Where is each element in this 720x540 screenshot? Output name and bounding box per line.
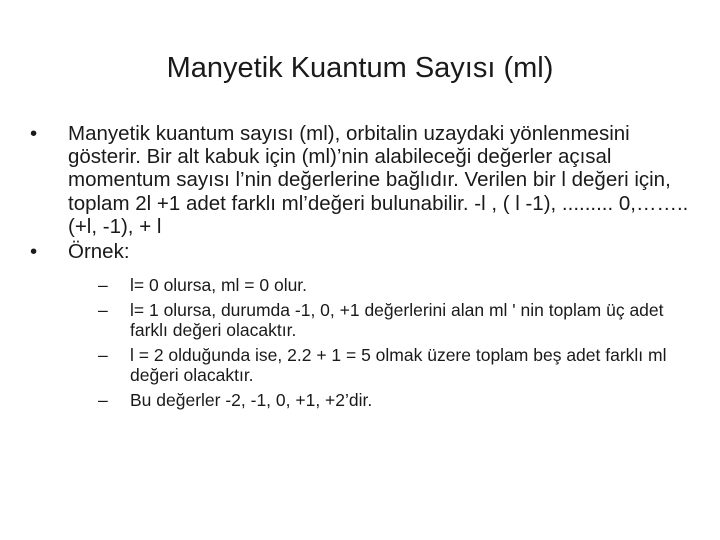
sub-bullet-text: l = 2 olduğunda ise, 2.2 + 1 = 5 olmak üzere toplam beş adet farklı ml değeri olacaktır. xyxy=(130,345,667,386)
sub-bullet xyxy=(30,345,690,385)
dash-icon: – xyxy=(98,390,108,411)
sub-bullet-text: l= 1 olursa, durumda -1, 0, +1 değerlerini alan ml ' nin toplam üç adet farklı değeri olacaktır. xyxy=(130,300,664,341)
bullet-point-definition xyxy=(30,122,690,238)
sub-bullet xyxy=(30,275,690,295)
bullet-icon: • xyxy=(30,122,38,145)
dash-icon: – xyxy=(98,345,108,366)
sub-bullet-text: l= 0 olursa, ml = 0 olur. xyxy=(130,275,308,296)
sub-bullet-text: Bu değerler -2, -1, 0, +1, +2’dir. xyxy=(130,390,373,411)
slide-content xyxy=(30,122,690,415)
slide-title: Manyetik Kuantum Sayısı (ml) xyxy=(166,52,554,84)
dash-icon: – xyxy=(98,300,108,321)
bullet-icon: • xyxy=(30,240,38,264)
bullet-point-example xyxy=(30,240,690,263)
sub-bullet xyxy=(30,390,690,410)
sub-bullet xyxy=(30,300,690,340)
bullet-text: Manyetik kuantum sayısı (ml), orbitalin uzaydaki yönlenmesini gösterir. Bir alt kabuk için (ml)’nin alabileceği değerler açısal momentum sayısı l’nin değerlerine bağlıdır. Verilen bir l değeri için, toplam 2l +1 adet farklı ml’değeri bulunabilir. -l , ( l -1), ......... 0,……..(+l, -1), + l xyxy=(68,122,689,238)
dash-icon: – xyxy=(98,275,108,296)
example-sublist xyxy=(30,275,690,410)
bullet-text: Örnek: xyxy=(68,240,130,264)
